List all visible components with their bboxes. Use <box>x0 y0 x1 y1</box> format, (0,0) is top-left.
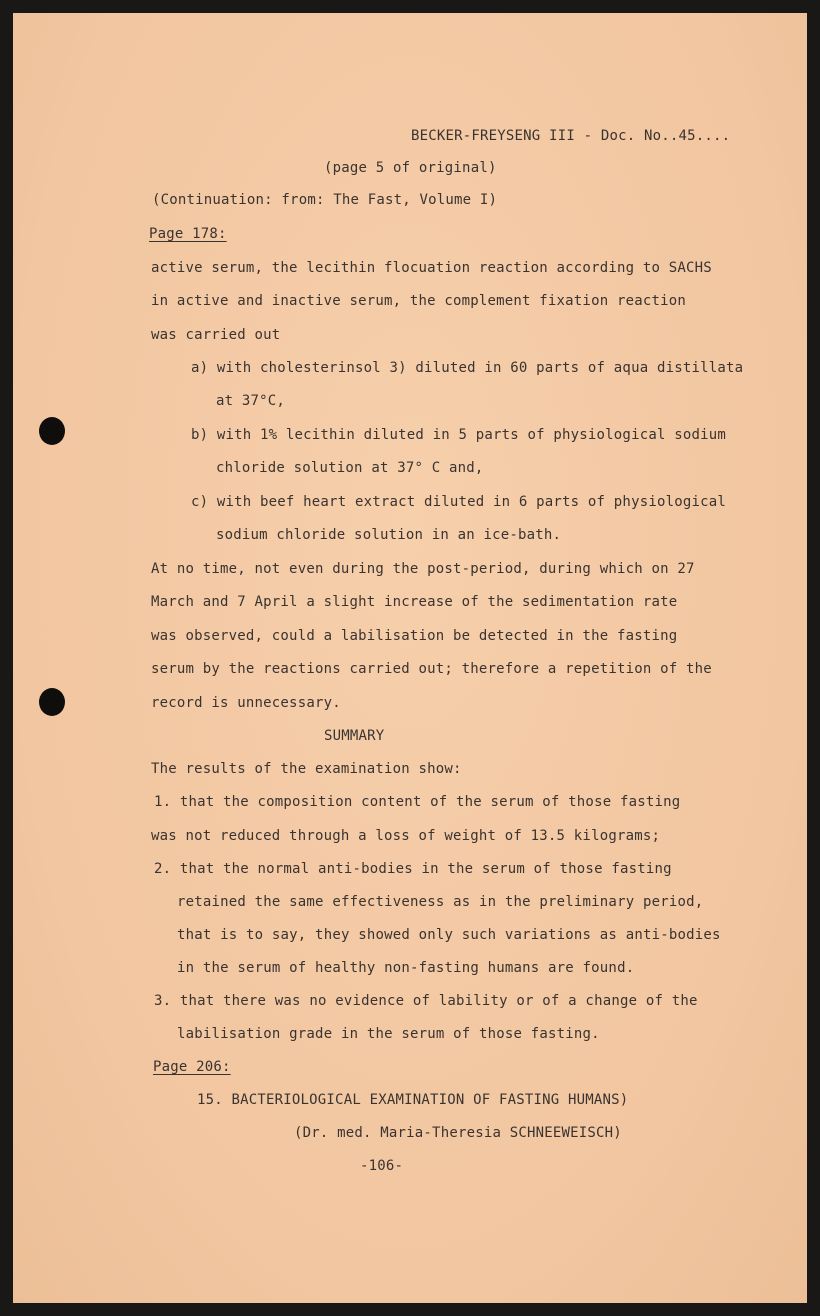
summary-item-2-cont: retained the same effectiveness as in the preliminary period, <box>177 894 704 910</box>
section-title: 15. BACTERIOLOGICAL EXAMINATION OF FASTING HUMANS) <box>197 1092 629 1108</box>
body-line: March and 7 April a slight increase of the sedimentation rate <box>151 594 678 610</box>
punch-hole-upper <box>39 417 65 445</box>
document-page <box>13 13 807 1303</box>
section-author: (Dr. med. Maria-Theresia SCHNEEWEISCH) <box>294 1125 622 1141</box>
body-line: was carried out <box>151 327 281 343</box>
punch-hole-lower <box>39 688 65 716</box>
summary-item-2-cont: in the serum of healthy non-fasting humans are found. <box>177 960 635 976</box>
summary-item-1: 1. that the composition content of the serum of those fasting <box>154 794 681 810</box>
list-item-a-cont: at 37°C, <box>216 393 286 409</box>
list-item-c: c) with beef heart extract diluted in 6 parts of physiological <box>191 494 726 510</box>
body-line: serum by the reactions carried out; therefore a repetition of the <box>151 661 712 677</box>
doc-reference: BECKER-FREYSENG III - Doc. No..45.... <box>411 128 731 144</box>
body-line: At no time, not even during the post-period, during which on 27 <box>151 561 695 577</box>
summary-item-1-cont: was not reduced through a loss of weight of 13.5 kilograms; <box>151 828 661 844</box>
list-item-b-cont: chloride solution at 37° C and, <box>216 460 484 476</box>
list-item-c-cont: sodium chloride solution in an ice-bath. <box>216 527 562 543</box>
summary-item-3-cont: labilisation grade in the serum of those fasting. <box>177 1026 600 1042</box>
list-item-b: b) with 1% lecithin diluted in 5 parts of physiological sodium <box>191 427 726 443</box>
page-label-206: Page 206: <box>153 1059 231 1075</box>
summary-item-2-cont: that is to say, they showed only such variations as anti-bodies <box>177 927 721 943</box>
body-line: in active and inactive serum, the complement fixation reaction <box>151 293 686 309</box>
body-line: was observed, could a labilisation be detected in the fasting <box>151 628 678 644</box>
list-item-a: a) with cholesterinsol 3) diluted in 60 parts of aqua distillata <box>191 360 744 376</box>
summary-item-3: 3. that there was no evidence of lability or of a change of the <box>154 993 698 1009</box>
page-of-original: (page 5 of original) <box>324 160 497 176</box>
summary-heading: SUMMARY <box>324 728 385 744</box>
page-label-178: Page 178: <box>149 226 227 242</box>
body-line: active serum, the lecithin flocuation reaction according to SACHS <box>151 260 712 276</box>
body-line: record is unnecessary. <box>151 695 341 711</box>
summary-item-2: 2. that the normal anti-bodies in the serum of those fasting <box>154 861 672 877</box>
summary-intro: The results of the examination show: <box>151 761 462 777</box>
page-number: -106- <box>360 1158 404 1174</box>
continuation-note: (Continuation: from: The Fast, Volume I) <box>152 192 498 208</box>
